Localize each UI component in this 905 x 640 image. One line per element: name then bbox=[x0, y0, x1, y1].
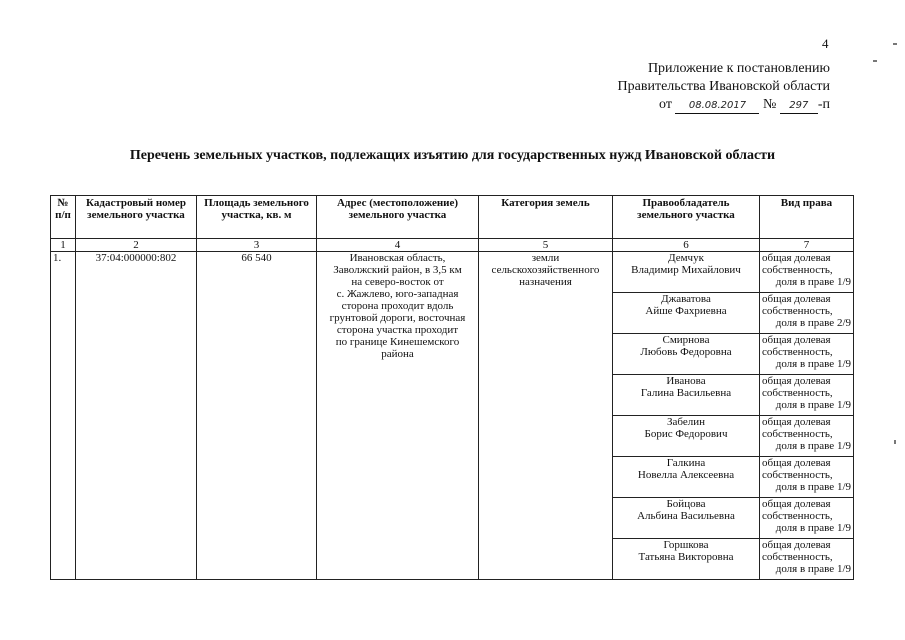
address-line: района bbox=[381, 348, 414, 360]
header-category: Категория земель bbox=[479, 196, 613, 239]
right-type-cell bbox=[760, 293, 854, 334]
right-type-cell bbox=[760, 457, 854, 498]
owner-cell bbox=[613, 375, 760, 416]
row-number: 1. bbox=[51, 252, 76, 580]
owner-surname: Иванова bbox=[666, 375, 706, 387]
share-text: доля в праве 1/9 bbox=[775, 440, 851, 452]
column-number: 4 bbox=[317, 239, 479, 252]
owner-cell bbox=[613, 539, 760, 580]
right-type-line: собственность, bbox=[762, 305, 833, 317]
owner-surname: Галкина bbox=[666, 457, 706, 469]
column-number: 7 bbox=[760, 239, 854, 252]
handwritten-date: 08.08.2017 bbox=[675, 99, 759, 114]
scan-speck bbox=[873, 60, 877, 62]
cadastral-number: 37:04:000000:802 bbox=[76, 252, 197, 580]
address-line: на северо-восток от bbox=[351, 276, 444, 288]
table-header-row bbox=[51, 196, 854, 239]
header-owner: Правообладатель земельного участка bbox=[613, 196, 760, 239]
column-number: 2 bbox=[76, 239, 197, 252]
address-line: с. Жажлево, юго-западная bbox=[336, 288, 459, 300]
address-line: Заволжский район, в 3,5 км bbox=[333, 264, 462, 276]
right-type-line: собственность, bbox=[762, 510, 833, 522]
right-type-line: собственность, bbox=[762, 428, 833, 440]
share-text: доля в праве 2/9 bbox=[775, 317, 851, 329]
from-label: от bbox=[659, 97, 672, 112]
column-number-row bbox=[51, 239, 854, 252]
owner-surname: Бойцова bbox=[666, 498, 706, 510]
owner-name: Альбина Васильевна bbox=[637, 510, 735, 522]
category-line: сельскохозяйственного bbox=[491, 264, 600, 276]
column-number: 1 bbox=[51, 239, 76, 252]
right-type-line: общая долевая bbox=[762, 293, 831, 305]
owner-surname: Смирнова bbox=[662, 334, 710, 346]
owner-cell bbox=[613, 416, 760, 457]
column-number: 5 bbox=[479, 239, 613, 252]
share-text: доля в праве 1/9 bbox=[775, 481, 851, 493]
owner-name: Борис Федорович bbox=[644, 428, 728, 440]
right-type-line: общая долевая bbox=[762, 539, 831, 551]
right-type-line: собственность, bbox=[762, 551, 833, 563]
header-address: Адрес (местоположение) земельного участка bbox=[317, 196, 479, 239]
right-type-cell bbox=[760, 416, 854, 457]
handwritten-number: 297 bbox=[780, 99, 818, 114]
address-line: сторона участка проходит bbox=[336, 324, 459, 336]
owner-cell bbox=[613, 252, 760, 293]
number-suffix: -п bbox=[817, 97, 830, 112]
share-text: доля в праве 1/9 bbox=[775, 276, 851, 288]
owner-surname: Джаватова bbox=[661, 293, 711, 305]
scan-speck bbox=[893, 43, 897, 45]
right-type-line: общая долевая bbox=[762, 334, 831, 346]
owner-cell bbox=[613, 457, 760, 498]
land-category bbox=[479, 252, 613, 580]
right-type-line: общая долевая bbox=[762, 375, 831, 387]
owner-name: Любовь Федоровна bbox=[640, 346, 732, 358]
right-type-line: общая долевая bbox=[762, 252, 831, 264]
document-title: Перечень земельных участков, подлежащих изъятию для государственных нужд Ивановской области bbox=[129, 148, 776, 163]
right-type-cell bbox=[760, 498, 854, 539]
plot-address bbox=[317, 252, 479, 580]
right-type-line: собственность, bbox=[762, 264, 833, 276]
right-type-cell bbox=[760, 334, 854, 375]
owner-name: Татьяна Викторовна bbox=[638, 551, 734, 563]
right-type-cell bbox=[760, 252, 854, 293]
header-line-1: Приложение к постановлению bbox=[647, 61, 830, 76]
share-text: доля в праве 1/9 bbox=[775, 522, 851, 534]
address-line: грунтовой дороги, восточная bbox=[329, 312, 466, 324]
scan-speck bbox=[894, 440, 896, 444]
share-text: доля в праве 1/9 bbox=[775, 563, 851, 575]
right-type-line: общая долевая bbox=[762, 498, 831, 510]
category-line: назначения bbox=[519, 276, 572, 288]
right-type-line: собственность, bbox=[762, 469, 833, 481]
owner-surname: Демчук bbox=[668, 252, 704, 264]
header-area: Площадь земельного участка, кв. м bbox=[197, 196, 317, 239]
resolution-header bbox=[618, 60, 830, 114]
plot-area: 66 540 bbox=[197, 252, 317, 580]
land-plots-table bbox=[50, 195, 854, 580]
number-label: № bbox=[762, 97, 777, 112]
owner-surname: Горшкова bbox=[663, 539, 709, 551]
owner-cell bbox=[613, 334, 760, 375]
owner-cell bbox=[613, 498, 760, 539]
right-type-line: собственность, bbox=[762, 387, 833, 399]
right-type-line: собственность, bbox=[762, 346, 833, 358]
owner-name: Айше Фахриевна bbox=[645, 305, 727, 317]
right-type-cell bbox=[760, 539, 854, 580]
category-line: земли bbox=[531, 252, 560, 264]
share-text: доля в праве 1/9 bbox=[775, 399, 851, 411]
column-number: 6 bbox=[613, 239, 760, 252]
owner-name: Владимир Михайлович bbox=[631, 264, 741, 276]
address-line: Ивановская область, bbox=[349, 252, 446, 264]
address-line: сторона проходит вдоль bbox=[341, 300, 454, 312]
header-right-type: Вид права bbox=[760, 196, 854, 239]
owner-name: Галина Васильевна bbox=[640, 387, 732, 399]
header-num: № п/п bbox=[51, 196, 76, 239]
address-line: по границе Кинешемского bbox=[335, 336, 460, 348]
table-row bbox=[51, 252, 854, 293]
right-type-line: общая долевая bbox=[762, 416, 831, 428]
column-number: 3 bbox=[197, 239, 317, 252]
owner-cell bbox=[613, 293, 760, 334]
header-cadastral: Кадастровый номер земельного участка bbox=[76, 196, 197, 239]
page-number: 4 bbox=[822, 36, 829, 51]
owner-name: Новелла Алексеевна bbox=[637, 469, 735, 481]
right-type-line: общая долевая bbox=[762, 457, 831, 469]
header-line-2: Правительства Ивановской области bbox=[617, 79, 830, 94]
right-type-cell bbox=[760, 375, 854, 416]
share-text: доля в праве 1/9 bbox=[775, 358, 851, 370]
header-line-3 bbox=[618, 96, 830, 114]
owner-surname: Забелин bbox=[667, 416, 705, 428]
